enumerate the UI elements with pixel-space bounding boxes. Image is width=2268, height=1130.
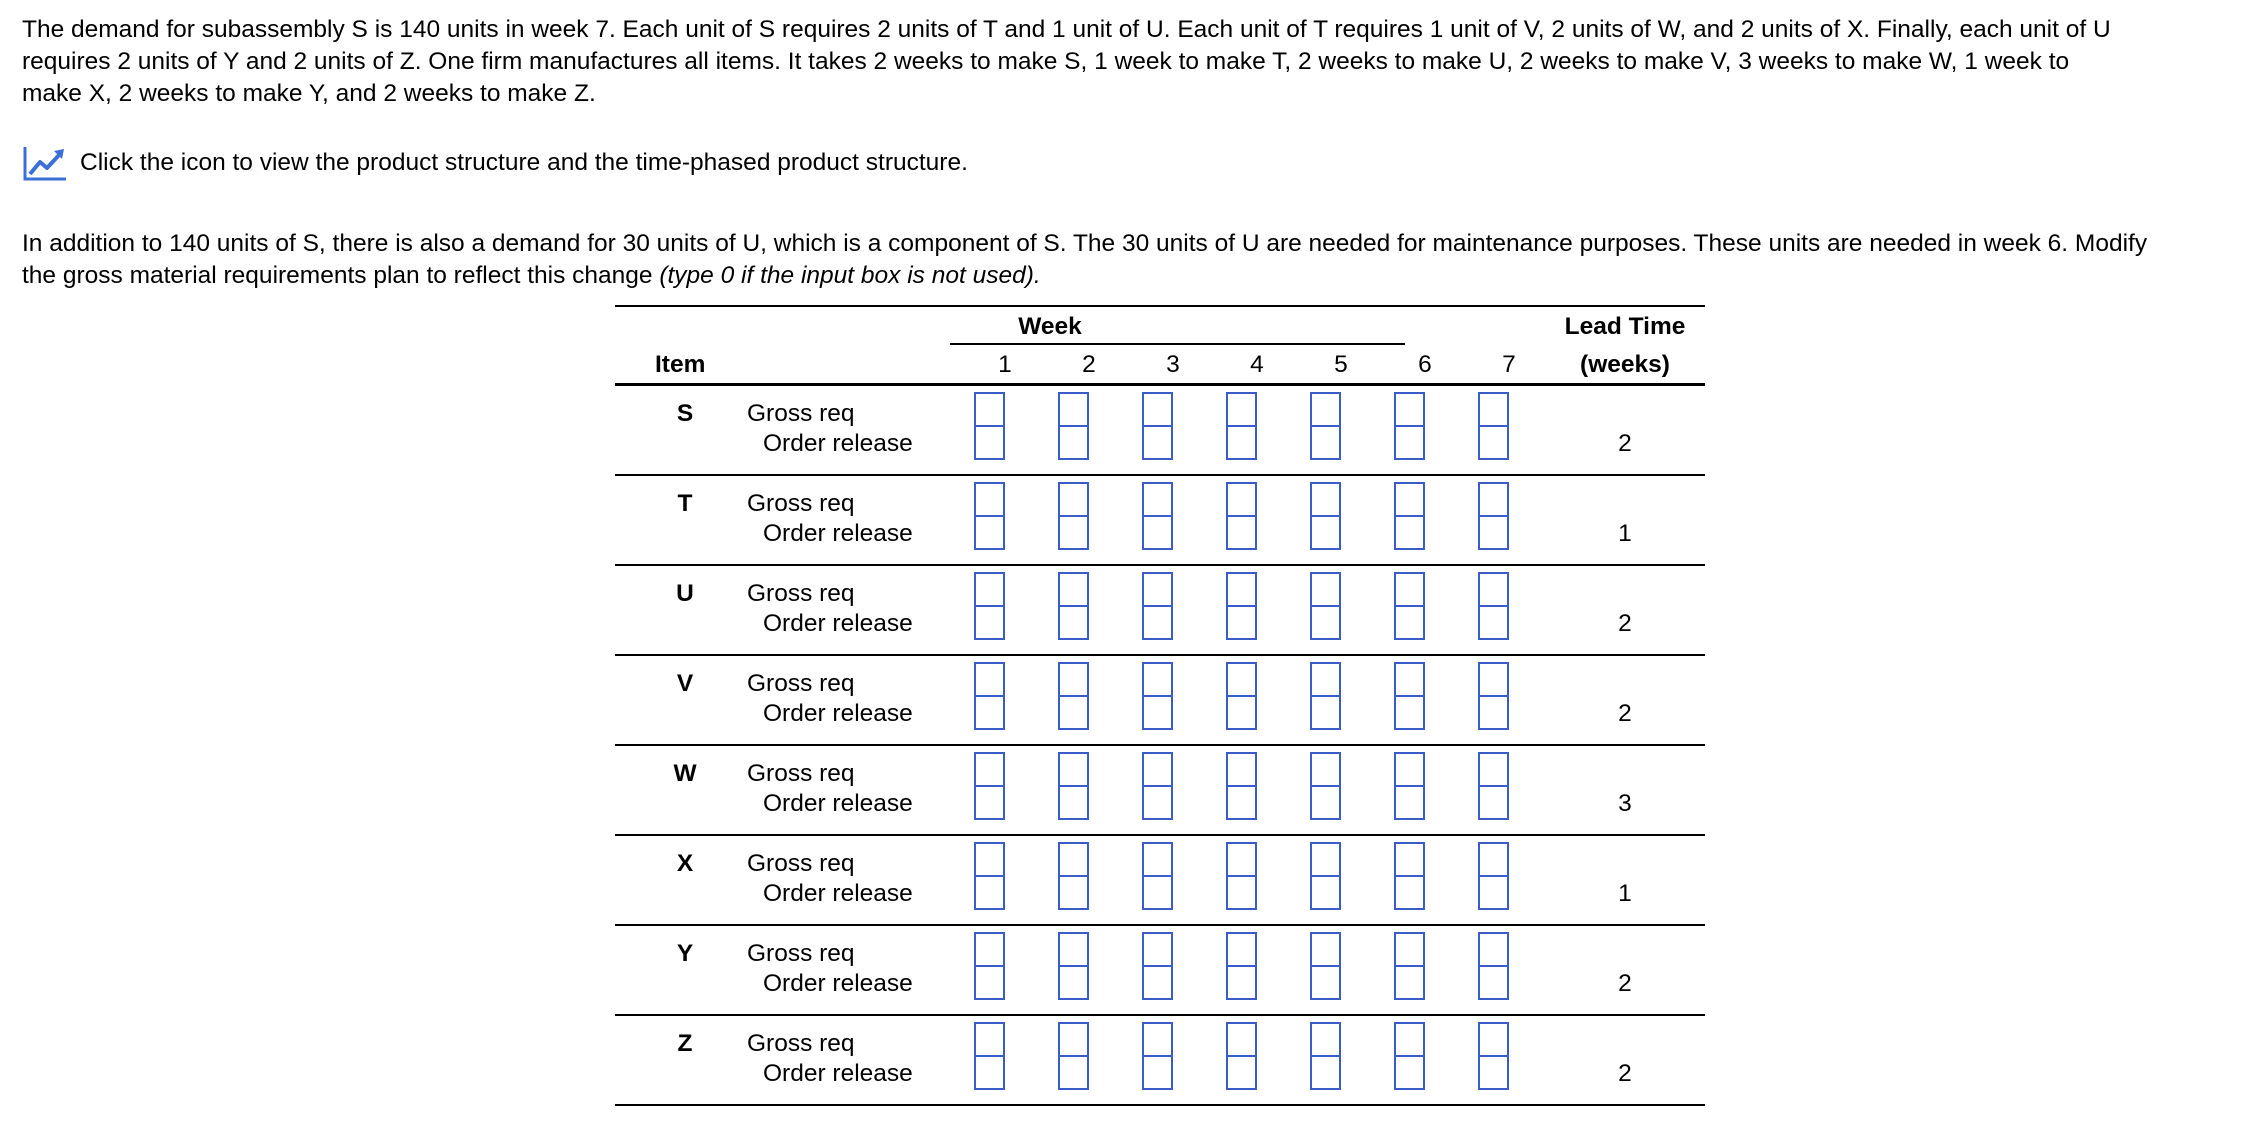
problem-line-3: make X, 2 weeks to make Y, and 2 weeks to make Z. bbox=[22, 80, 596, 107]
y-order-week4-input[interactable] bbox=[1226, 965, 1257, 1000]
item-header: Item bbox=[655, 351, 706, 378]
week-number: 1 bbox=[998, 351, 1012, 378]
order-release-label: Order release bbox=[763, 880, 913, 907]
w-gross-week4-input[interactable] bbox=[1226, 752, 1257, 787]
w-gross-week2-input[interactable] bbox=[1058, 752, 1089, 787]
lead-time-header: Lead Time bbox=[1564, 313, 1686, 340]
y-order-week1-input[interactable] bbox=[974, 965, 1005, 1000]
y-gross-week6-input[interactable] bbox=[1394, 932, 1425, 967]
t-gross-week6-input[interactable] bbox=[1394, 482, 1425, 517]
x-gross-week4-input[interactable] bbox=[1226, 842, 1257, 877]
z-order-week3-input[interactable] bbox=[1142, 1055, 1173, 1090]
lead-time-value: 2 bbox=[1618, 430, 1632, 457]
w-order-week1-input[interactable] bbox=[974, 785, 1005, 820]
z-gross-week2-input[interactable] bbox=[1058, 1022, 1089, 1057]
t-gross-week4-input[interactable] bbox=[1226, 482, 1257, 517]
s-order-week2-input[interactable] bbox=[1058, 425, 1089, 460]
problem-statement bbox=[22, 14, 2111, 110]
lead-time-value: 3 bbox=[1618, 790, 1632, 817]
item-group-z bbox=[615, 1016, 1705, 1106]
u-order-week1-input[interactable] bbox=[974, 605, 1005, 640]
order-release-label: Order release bbox=[763, 430, 913, 457]
gross-req-label: Gross req bbox=[747, 1030, 855, 1057]
u-gross-week4-input[interactable] bbox=[1226, 572, 1257, 607]
u-gross-week5-input[interactable] bbox=[1310, 572, 1341, 607]
t-order-week4-input[interactable] bbox=[1226, 515, 1257, 550]
t-gross-week7-input[interactable] bbox=[1478, 482, 1509, 517]
z-gross-week3-input[interactable] bbox=[1142, 1022, 1173, 1057]
item-name: S bbox=[676, 400, 694, 427]
s-gross-week4-input[interactable] bbox=[1226, 392, 1257, 427]
v-order-week7-input[interactable] bbox=[1478, 695, 1509, 730]
gross-req-label: Gross req bbox=[747, 940, 855, 967]
s-order-week6-input[interactable] bbox=[1394, 425, 1425, 460]
week-number: 4 bbox=[1250, 351, 1264, 378]
order-release-label: Order release bbox=[763, 520, 913, 547]
product-structure-link[interactable] bbox=[22, 143, 968, 183]
v-order-week1-input[interactable] bbox=[974, 695, 1005, 730]
w-gross-week3-input[interactable] bbox=[1142, 752, 1173, 787]
lead-time-value: 2 bbox=[1618, 970, 1632, 997]
v-order-week3-input[interactable] bbox=[1142, 695, 1173, 730]
week-number: 2 bbox=[1082, 351, 1096, 378]
y-gross-week7-input[interactable] bbox=[1478, 932, 1509, 967]
u-gross-week2-input[interactable] bbox=[1058, 572, 1089, 607]
item-group-s bbox=[615, 386, 1705, 476]
y-order-week6-input[interactable] bbox=[1394, 965, 1425, 1000]
z-order-week5-input[interactable] bbox=[1310, 1055, 1341, 1090]
s-order-week4-input[interactable] bbox=[1226, 425, 1257, 460]
z-order-week4-input[interactable] bbox=[1226, 1055, 1257, 1090]
w-gross-week7-input[interactable] bbox=[1478, 752, 1509, 787]
item-name: U bbox=[676, 580, 694, 607]
s-order-week3-input[interactable] bbox=[1142, 425, 1173, 460]
t-order-week2-input[interactable] bbox=[1058, 515, 1089, 550]
lead-time-value: 2 bbox=[1618, 700, 1632, 727]
v-gross-week1-input[interactable] bbox=[974, 662, 1005, 697]
v-gross-week6-input[interactable] bbox=[1394, 662, 1425, 697]
item-name: Y bbox=[676, 940, 694, 967]
u-order-week6-input[interactable] bbox=[1394, 605, 1425, 640]
item-group-t bbox=[615, 476, 1705, 566]
gross-req-label: Gross req bbox=[747, 490, 855, 517]
product-structure-link-text: Click the icon to view the product structure and the time-phased product structure. bbox=[80, 149, 968, 176]
item-name: X bbox=[676, 850, 694, 877]
v-gross-week4-input[interactable] bbox=[1226, 662, 1257, 697]
t-order-week5-input[interactable] bbox=[1310, 515, 1341, 550]
week-header-rule bbox=[950, 343, 1405, 345]
y-order-week5-input[interactable] bbox=[1310, 965, 1341, 1000]
item-group-u bbox=[615, 566, 1705, 656]
t-gross-week2-input[interactable] bbox=[1058, 482, 1089, 517]
u-gross-week7-input[interactable] bbox=[1478, 572, 1509, 607]
y-gross-week3-input[interactable] bbox=[1142, 932, 1173, 967]
z-gross-week1-input[interactable] bbox=[974, 1022, 1005, 1057]
v-gross-week7-input[interactable] bbox=[1478, 662, 1509, 697]
x-order-week5-input[interactable] bbox=[1310, 875, 1341, 910]
week-number: 3 bbox=[1166, 351, 1180, 378]
t-gross-week3-input[interactable] bbox=[1142, 482, 1173, 517]
order-release-label: Order release bbox=[763, 970, 913, 997]
order-release-label: Order release bbox=[763, 700, 913, 727]
week-number: 6 bbox=[1418, 351, 1432, 378]
t-order-week3-input[interactable] bbox=[1142, 515, 1173, 550]
u-gross-week3-input[interactable] bbox=[1142, 572, 1173, 607]
s-gross-week1-input[interactable] bbox=[974, 392, 1005, 427]
s-gross-week6-input[interactable] bbox=[1394, 392, 1425, 427]
problem-line-1: The demand for subassembly S is 140 units in week 7. Each unit of S requires 2 units of T and 1 unit of U. Each unit of T requires 1 unit of V, 2 units of W, and 2 units of X. Finally, each unit of U bbox=[22, 16, 2111, 43]
v-order-week5-input[interactable] bbox=[1310, 695, 1341, 730]
w-gross-week1-input[interactable] bbox=[974, 752, 1005, 787]
x-order-week1-input[interactable] bbox=[974, 875, 1005, 910]
lead-time-value: 1 bbox=[1618, 520, 1632, 547]
gross-req-label: Gross req bbox=[747, 400, 855, 427]
t-gross-week1-input[interactable] bbox=[974, 482, 1005, 517]
order-release-label: Order release bbox=[763, 790, 913, 817]
z-order-week2-input[interactable] bbox=[1058, 1055, 1089, 1090]
y-order-week2-input[interactable] bbox=[1058, 965, 1089, 1000]
y-order-week7-input[interactable] bbox=[1478, 965, 1509, 1000]
y-gross-week2-input[interactable] bbox=[1058, 932, 1089, 967]
item-name: W bbox=[673, 760, 697, 787]
item-name: V bbox=[676, 670, 694, 697]
week-header: Week bbox=[1018, 313, 1082, 340]
instruction-line-2: the gross material requirements plan to reflect this change bbox=[22, 262, 660, 289]
x-gross-week7-input[interactable] bbox=[1478, 842, 1509, 877]
v-gross-week5-input[interactable] bbox=[1310, 662, 1341, 697]
x-order-week6-input[interactable] bbox=[1394, 875, 1425, 910]
z-order-week1-input[interactable] bbox=[974, 1055, 1005, 1090]
u-gross-week1-input[interactable] bbox=[974, 572, 1005, 607]
x-gross-week5-input[interactable] bbox=[1310, 842, 1341, 877]
z-order-week7-input[interactable] bbox=[1478, 1055, 1509, 1090]
y-gross-week1-input[interactable] bbox=[974, 932, 1005, 967]
w-order-week5-input[interactable] bbox=[1310, 785, 1341, 820]
gross-req-label: Gross req bbox=[747, 850, 855, 877]
item-name: T bbox=[677, 490, 693, 517]
u-order-week7-input[interactable] bbox=[1478, 605, 1509, 640]
s-order-week7-input[interactable] bbox=[1478, 425, 1509, 460]
x-order-week3-input[interactable] bbox=[1142, 875, 1173, 910]
s-gross-week5-input[interactable] bbox=[1310, 392, 1341, 427]
v-order-week4-input[interactable] bbox=[1226, 695, 1257, 730]
y-gross-week4-input[interactable] bbox=[1226, 932, 1257, 967]
week-number: 5 bbox=[1334, 351, 1348, 378]
z-order-week6-input[interactable] bbox=[1394, 1055, 1425, 1090]
y-order-week3-input[interactable] bbox=[1142, 965, 1173, 1000]
z-gross-week5-input[interactable] bbox=[1310, 1022, 1341, 1057]
x-order-week2-input[interactable] bbox=[1058, 875, 1089, 910]
table-top-rule bbox=[615, 305, 1705, 307]
s-gross-week3-input[interactable] bbox=[1142, 392, 1173, 427]
x-gross-week3-input[interactable] bbox=[1142, 842, 1173, 877]
u-order-week3-input[interactable] bbox=[1142, 605, 1173, 640]
w-order-week2-input[interactable] bbox=[1058, 785, 1089, 820]
problem-line-2: requires 2 units of Y and 2 units of Z. One firm manufactures all items. It takes 2 weeks to make S, 1 week to make T, 2 weeks to make U, 2 weeks to make V, 3 weeks to make W, 1 week to bbox=[22, 48, 2070, 75]
s-order-week1-input[interactable] bbox=[974, 425, 1005, 460]
order-release-label: Order release bbox=[763, 610, 913, 637]
s-order-week5-input[interactable] bbox=[1310, 425, 1341, 460]
instruction-line-1: In addition to 140 units of S, there is also a demand for 30 units of U, which is a component of S. The 30 units of U are needed for maintenance purposes. These units are needed in week 6. Modify bbox=[22, 230, 2148, 257]
item-group-y bbox=[615, 926, 1705, 1016]
w-order-week6-input[interactable] bbox=[1394, 785, 1425, 820]
v-order-week6-input[interactable] bbox=[1394, 695, 1425, 730]
z-gross-week6-input[interactable] bbox=[1394, 1022, 1425, 1057]
w-order-week3-input[interactable] bbox=[1142, 785, 1173, 820]
x-order-week4-input[interactable] bbox=[1226, 875, 1257, 910]
w-gross-week6-input[interactable] bbox=[1394, 752, 1425, 787]
v-gross-week2-input[interactable] bbox=[1058, 662, 1089, 697]
gross-req-label: Gross req bbox=[747, 670, 855, 697]
s-gross-week7-input[interactable] bbox=[1478, 392, 1509, 427]
u-order-week5-input[interactable] bbox=[1310, 605, 1341, 640]
t-order-week7-input[interactable] bbox=[1478, 515, 1509, 550]
u-order-week2-input[interactable] bbox=[1058, 605, 1089, 640]
gross-req-label: Gross req bbox=[747, 760, 855, 787]
x-gross-week2-input[interactable] bbox=[1058, 842, 1089, 877]
lead-time-value: 2 bbox=[1618, 610, 1632, 637]
v-gross-week3-input[interactable] bbox=[1142, 662, 1173, 697]
x-gross-week6-input[interactable] bbox=[1394, 842, 1425, 877]
item-group-w bbox=[615, 746, 1705, 836]
w-order-week4-input[interactable] bbox=[1226, 785, 1257, 820]
lead-time-unit-header: (weeks) bbox=[1580, 351, 1670, 378]
z-gross-week7-input[interactable] bbox=[1478, 1022, 1509, 1057]
x-order-week7-input[interactable] bbox=[1478, 875, 1509, 910]
group-separator bbox=[615, 1104, 1705, 1106]
t-gross-week5-input[interactable] bbox=[1310, 482, 1341, 517]
v-order-week2-input[interactable] bbox=[1058, 695, 1089, 730]
t-order-week6-input[interactable] bbox=[1394, 515, 1425, 550]
x-gross-week1-input[interactable] bbox=[974, 842, 1005, 877]
lead-time-value: 2 bbox=[1618, 1060, 1632, 1087]
instruction-hint: (type 0 if the input box is not used). bbox=[659, 262, 1041, 289]
t-order-week1-input[interactable] bbox=[974, 515, 1005, 550]
order-release-label: Order release bbox=[763, 1060, 913, 1087]
w-order-week7-input[interactable] bbox=[1478, 785, 1509, 820]
gross-req-label: Gross req bbox=[747, 580, 855, 607]
item-group-x bbox=[615, 836, 1705, 926]
week-number: 7 bbox=[1502, 351, 1516, 378]
w-gross-week5-input[interactable] bbox=[1310, 752, 1341, 787]
item-name: Z bbox=[677, 1030, 693, 1057]
u-gross-week6-input[interactable] bbox=[1394, 572, 1425, 607]
y-gross-week5-input[interactable] bbox=[1310, 932, 1341, 967]
lead-time-value: 1 bbox=[1618, 880, 1632, 907]
u-order-week4-input[interactable] bbox=[1226, 605, 1257, 640]
z-gross-week4-input[interactable] bbox=[1226, 1022, 1257, 1057]
chart-icon[interactable] bbox=[22, 144, 68, 182]
item-group-v bbox=[615, 656, 1705, 746]
instruction-text bbox=[22, 228, 2147, 292]
s-gross-week2-input[interactable] bbox=[1058, 392, 1089, 427]
